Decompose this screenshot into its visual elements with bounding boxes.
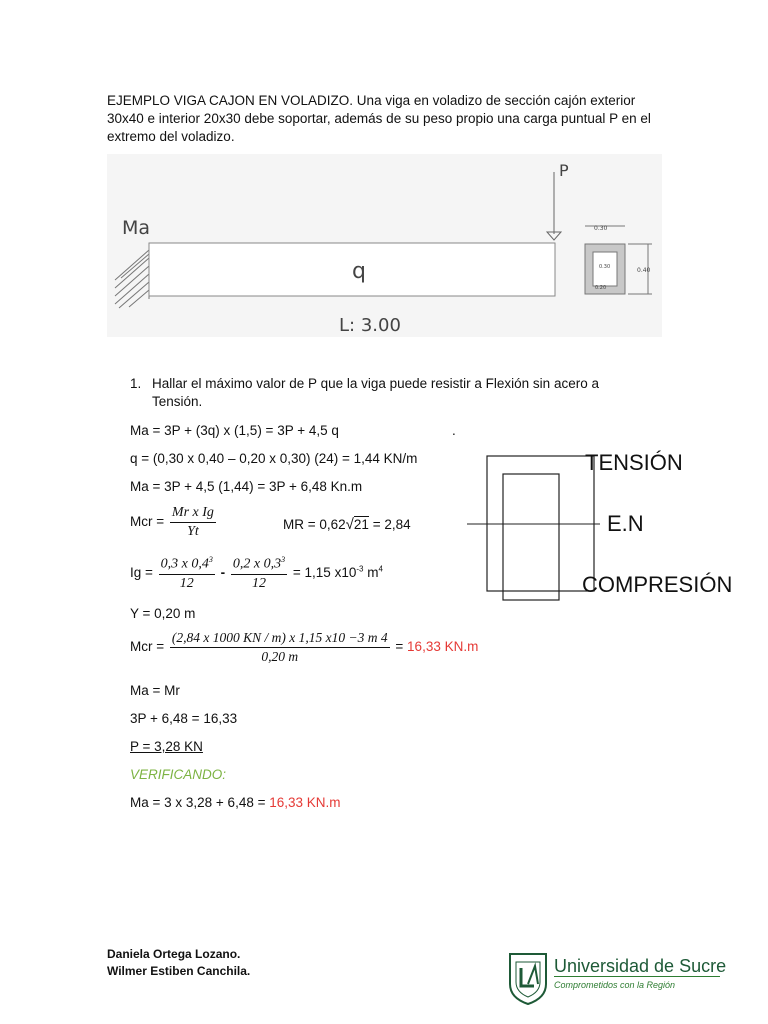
authors: [107, 946, 250, 980]
compression-label: COMPRESIÓN: [582, 572, 733, 597]
eq-ig: Ig = $\frac{0,3 x 0,4^3}{12}$ - $\frac{0,2 x 0,3^3}{12}$ = 1,15 $x10^{-3}$ $m^4$: [130, 555, 383, 591]
question-number: 1.: [130, 376, 142, 391]
eq-ma-1: Ma = 3P + (3q) x (1,5) = 3P + 4,5 q: [130, 423, 339, 438]
author-1: Daniela Ortega Lozano.: [107, 947, 241, 961]
svg-text:0.30: 0.30: [599, 264, 611, 270]
neutral-axis-label: E.N: [607, 511, 644, 536]
load-label: P: [559, 161, 569, 180]
tension-label: TENSIÓN: [585, 450, 683, 475]
university-tagline: Comprometidos con la Región: [554, 980, 676, 990]
university-logo: [506, 950, 726, 1008]
section-stress-figure: [465, 445, 765, 615]
eq-3p: 3P + 6,48 = 16,33: [130, 711, 238, 726]
eq-y: Y = 0,20 m: [130, 606, 196, 621]
eq-ma-mr: Ma = Mr: [130, 683, 180, 698]
eq-q: q = (0,30 x 0,40 – 0,20 x 0,30) (24) = 1,44 KN/m: [130, 451, 418, 466]
author-2: Wilmer Estiben Canchila.: [107, 964, 251, 978]
eq-mcr-1: Mcr = $\frac{\text{Mr x Ig}}{Yt}$: [130, 505, 214, 539]
p-result: P = 3,28 KN: [130, 739, 203, 754]
eq-ma-2: Ma = 3P + 4,5 (1,44) = 3P + 6,48 Kn.m: [130, 479, 363, 494]
moment-label: Ma: [122, 217, 151, 239]
svg-text:0.40: 0.40: [637, 267, 651, 274]
eq-verify: Ma = 3 x 3,28 + 6,48 = 16,33 KN.m: [130, 795, 341, 810]
eq-mcr-2: Mcr = $\frac{(2,84 x 1000 KN / m) x 1,15 x10 -3 m 4}{0,20 m}$ = 16,33 KN.m: [130, 630, 479, 664]
university-name: Universidad de Sucre: [554, 956, 727, 976]
cantilever-beam-figure: [107, 154, 662, 337]
dist-load-label: q: [352, 259, 366, 284]
fixed-support: [115, 246, 149, 308]
question-text: Hallar el máximo valor de P que la viga puede resistir a Flexión sin acero a Tensión.: [152, 376, 599, 409]
verify-label: VERIFICANDO:: [130, 767, 227, 782]
svg-text:0.30: 0.30: [594, 225, 608, 232]
box-section-drawing: [585, 225, 652, 294]
stray-dot: .: [452, 423, 456, 438]
eq-mr: MR = 0,62√21 = 2,84: [283, 516, 411, 533]
length-label: L: 3.00: [339, 315, 401, 336]
svg-text:0.20: 0.20: [595, 285, 607, 291]
university-shield-icon: [506, 950, 550, 1006]
intro-paragraph: EJEMPLO VIGA CAJON EN VOLADIZO. Una viga en voladizo de sección cajón exterior 30x40 e interior 20x30 debe soportar, además de su peso propio una carga puntual P en el extremo del voladizo.: [107, 93, 651, 144]
